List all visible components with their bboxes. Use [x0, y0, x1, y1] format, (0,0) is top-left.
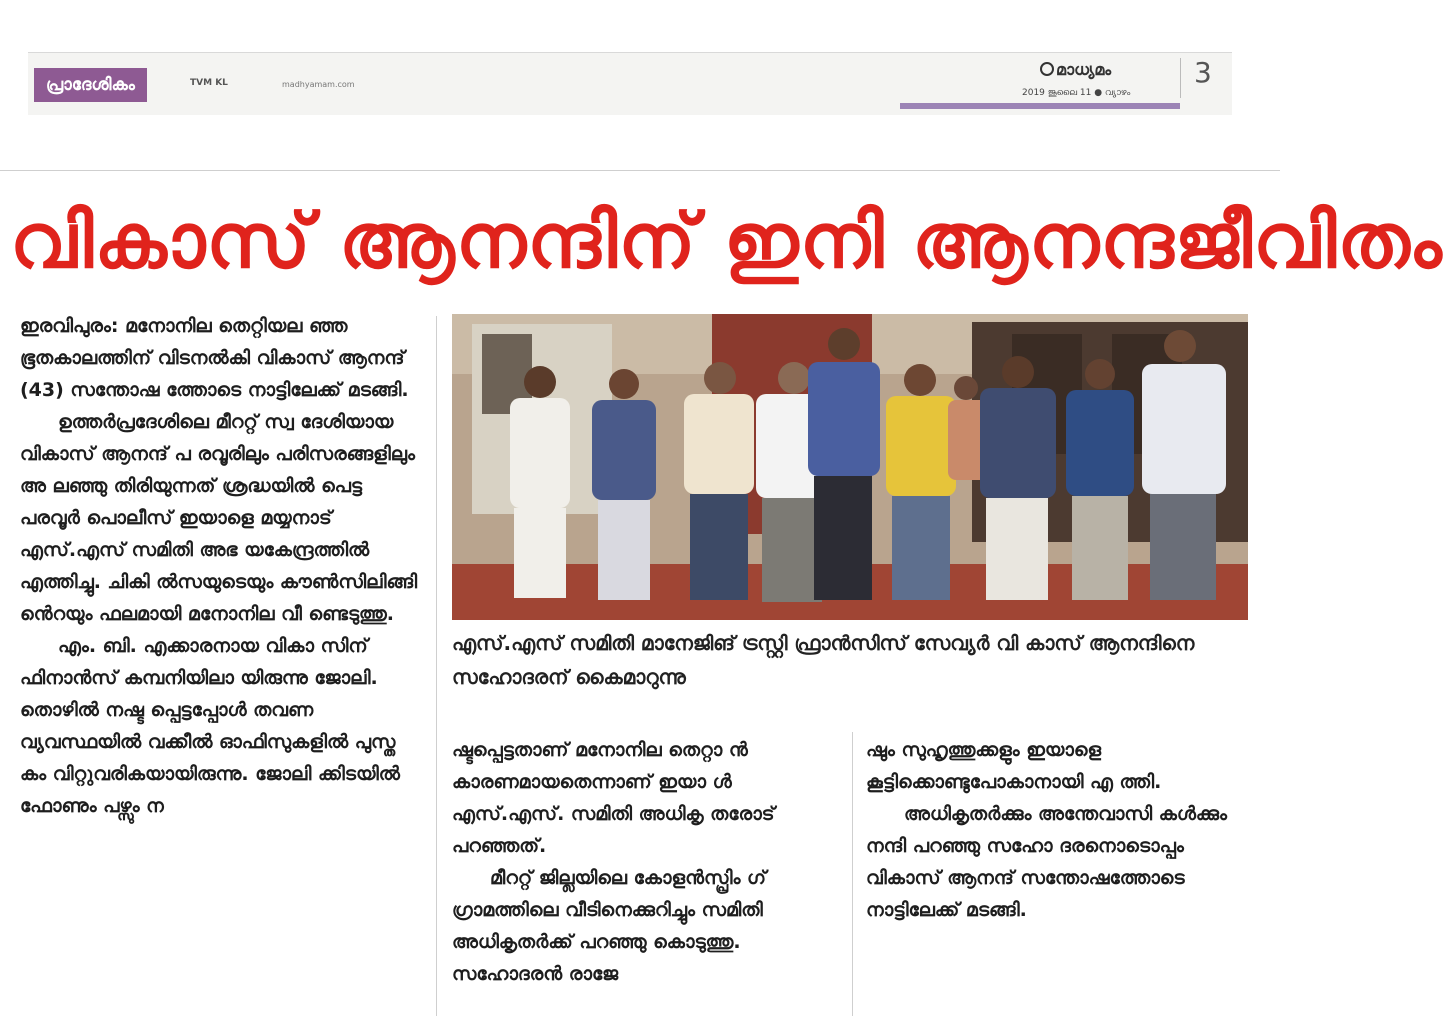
paragraph: ഷും സുഹൃത്തുക്കളും ഇയാളെ കൂട്ടിക്കൊണ്ടുപോകാനായി എ ത്തി. — [866, 739, 1162, 793]
page-number-divider — [1180, 58, 1181, 98]
section-tag: പ്രാദേശികം — [34, 68, 147, 102]
photo-caption: എസ്.എസ് സമിതി മാനേജിങ് ട്രസ്റ്റി ഫ്രാൻസിസ് സേവ്യർ വി കാസ് ആനന്ദിനെ സഹോദരന് കൈമാറുന്നു — [452, 631, 1195, 689]
website-label: madhyamam.com — [282, 80, 355, 89]
column-divider — [436, 316, 437, 1016]
article-column-3 — [866, 734, 1260, 926]
article-column-1 — [20, 310, 418, 822]
column-divider — [852, 732, 853, 1016]
paragraph: ഉത്തർപ്രദേശിലെ മീററ്റ് സ്വ ദേശിയായ വികാസ് ആനന്ദ് പ രവൂരിലും പരിസരങ്ങളിലും അ ലഞ്ഞു തിരിയുന്നത് ശ്രദ്ധയിൽ പെട്ട പരവൂർ പൊലീസ് ഇയാളെ മയ്യനാട് എസ്.എസ് സമിതി അഭ യകേന്ദ്രത്തിൽ എത്തിച്ചു. ചികി ൽസയുടെയും കൗൺസിലിങ്ങി ൻെറയും ഫലമായി മനോനില വീ ണ്ടെടുത്തു. — [20, 411, 418, 625]
masthead-name: മാധ്യമം — [1056, 60, 1112, 79]
edition-label: TVM KL — [190, 78, 228, 88]
news-photo — [452, 314, 1248, 620]
paragraph: ഷ്ടപ്പെട്ടതാണ് മനോനില തെറ്റാ ൻ കാരണമായതെന്നാണ് ഇയാ ൾ എസ്.എസ്. സമിതി അധികൃ തരോട് പറഞ്ഞത്. — [452, 739, 775, 857]
paragraph: അധികൃതർക്കും അന്തേവാസി കൾക്കും നന്ദി പറഞ്ഞു സഹോ ദരനൊടൊപ്പം വികാസ് ആനന്ദ് സന്തോഷത്തോടെ നാട്ടിലേക്ക് മടങ്ങി. — [866, 803, 1228, 921]
article-top-rule — [0, 170, 1280, 171]
issue-date: 2019 ജൂലൈ 11 ● വ്യാഴം — [1022, 88, 1131, 98]
paragraph: മീററ്റ് ജില്ലയിലെ കോളൻസ്പ്രിം ഗ് ഗ്രാമത്തിലെ വീടിനെക്കുറിച്ചും സമിതി അധികൃതർക്ക് പറഞ്ഞു കൊടുത്തു. സഹോദരൻ രാജേ — [452, 867, 767, 985]
headline: വികാസ് ആനന്ദിന് ഇനി ആനന്ദജീവിതം — [10, 196, 1443, 285]
header-rule — [900, 103, 1180, 109]
paragraph: എം. ബി. എക്കാരനായ വികാ സിന് ഫിനാൻസ് കമ്പനിയിലാ യിരുന്നു ജോലി. തൊഴിൽ നഷ്ട പ്പെട്ടപ്പോൾ തവണ വ്യവസ്ഥയിൽ വക്കീൽ ഓഫിസുകളിൽ പുസ്ത കം വിറ്റുവരികയായിരുന്നു. ജോലി ക്കിടയിൽ ഫോണും പഴ്സും ന — [20, 635, 400, 817]
paragraph-text: മനോനില തെറ്റിയല ഞ്ഞ ഭൂതകാലത്തിന് വിടനൽകി വികാസ് ആനന്ദ് (43) സന്തോഷ ത്തോടെ നാട്ടിലേക്ക് മടങ്ങി. — [20, 315, 409, 401]
group-photo-illustration — [452, 314, 1248, 620]
paragraph — [20, 310, 418, 406]
dateline: ഇരവിപുരം: — [20, 315, 119, 337]
masthead — [1040, 60, 1111, 80]
page-number: 3 — [1194, 56, 1212, 89]
masthead-logo-icon — [1040, 62, 1054, 76]
article-column-2 — [452, 734, 838, 990]
